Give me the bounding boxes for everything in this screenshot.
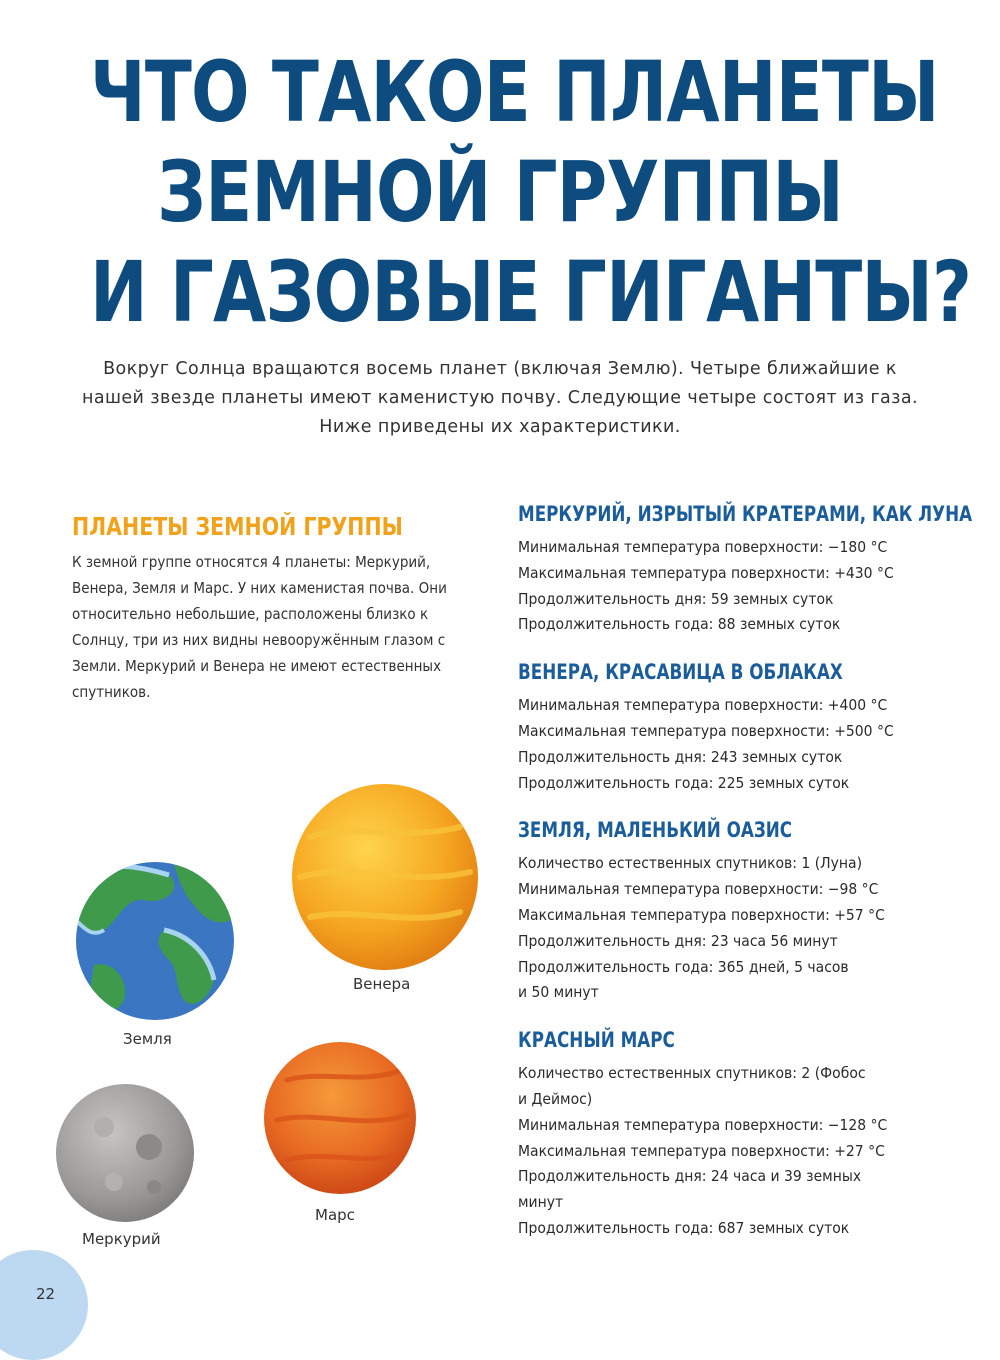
venus-heading: ВЕНЕРА, КРАСАВИЦА В ОБЛАКАХ xyxy=(518,660,843,686)
fact-item: Количество естественных спутников: 2 (Фобос xyxy=(518,1064,866,1083)
mars-illustration xyxy=(262,1040,418,1196)
mercury-block xyxy=(518,502,973,638)
fact-item: Количество естественных спутников: 1 (Луна) xyxy=(518,854,863,873)
page-title xyxy=(90,42,972,342)
mars-heading: КРАСНЫЙ МАРС xyxy=(518,1028,675,1054)
mercury-heading: МЕРКУРИЙ, ИЗРЫТЫЙ КРАТЕРАМИ, КАК ЛУНА xyxy=(518,502,973,527)
fact-item: минут xyxy=(518,1193,564,1212)
fact-item: Минимальная температура поверхности: +400 °C xyxy=(518,696,888,715)
venus-facts xyxy=(518,693,958,796)
title-line-2: ЗЕМНОЙ ГРУППЫ xyxy=(157,143,843,241)
title-line-3: И ГАЗОВЫЕ ГИГАНТЫ? xyxy=(90,243,972,341)
fact-item: Продолжительность года: 365 дней, 5 часов xyxy=(518,957,849,976)
page-number: 22 xyxy=(36,1285,56,1303)
fact-item: Максимальная температура поверхности: +500 °C xyxy=(518,721,894,740)
fact-item: Продолжительность дня: 24 часа и 39 земных xyxy=(518,1167,862,1186)
fact-item: Максимальная температура поверхности: +27 °C xyxy=(518,1141,885,1160)
earth-illustration xyxy=(74,860,236,1022)
fact-item: Продолжительность года: 88 земных суток xyxy=(518,615,841,634)
mars-block xyxy=(518,1028,958,1242)
fact-item: Минимальная температура поверхности: −128 °C xyxy=(518,1115,888,1134)
mercury-illustration xyxy=(54,1082,196,1224)
fact-item: Минимальная температура поверхности: −180 °C xyxy=(518,538,888,556)
venus-illustration xyxy=(290,782,480,972)
intro-paragraph: Вокруг Солнца вращаются восемь планет (включая Землю). Четыре ближайшие к нашей звезде планеты имеют каменистую почву. Следующие четыре состоят из газа. Ниже приведены их характеристики. xyxy=(82,359,918,437)
fact-item: Продолжительность дня: 243 земных суток xyxy=(518,747,843,766)
page-number-tab xyxy=(0,1250,88,1360)
mercury-facts xyxy=(518,535,958,638)
fact-item: и 50 минут xyxy=(518,983,599,1002)
fact-item: и Деймос) xyxy=(518,1089,593,1108)
terrestrial-section xyxy=(72,512,492,705)
fact-item: Максимальная температура поверхности: +430 °C xyxy=(518,563,894,582)
earth-caption: Земля xyxy=(123,1030,172,1048)
venus-caption: Венера xyxy=(353,975,411,993)
terrestrial-heading: ПЛАНЕТЫ ЗЕМНОЙ ГРУППЫ xyxy=(72,512,403,541)
fact-item: Минимальная температура поверхности: −98 °C xyxy=(518,880,879,899)
mars-caption: Марс xyxy=(315,1206,355,1224)
title-line-1: ЧТО ТАКОЕ ПЛАНЕТЫ xyxy=(90,43,939,141)
fact-item: Продолжительность года: 225 земных суток xyxy=(518,773,850,792)
earth-block xyxy=(518,818,958,1006)
mars-facts xyxy=(518,1061,958,1242)
terrestrial-text: К земной группе относятся 4 планеты: Меркурий, Венера, Земля и Марс. У них каменистая почва. Они относительно небольшие, расположены близко к Солнцу, три из них видны невооружённым глазом с Земли. Меркурий и Венера не имеют естественных спутников. xyxy=(72,553,447,701)
earth-facts xyxy=(518,851,958,1006)
earth-heading: ЗЕМЛЯ, МАЛЕНЬКИЙ ОАЗИС xyxy=(518,818,793,844)
mercury-caption: Меркурий xyxy=(82,1230,161,1248)
fact-item: Продолжительность дня: 59 земных суток xyxy=(518,589,834,608)
fact-item: Продолжительность дня: 23 часа 56 минут xyxy=(518,931,838,950)
planet-facts-column xyxy=(518,502,973,1264)
fact-item: Максимальная температура поверхности: +57 °C xyxy=(518,905,885,924)
fact-item: Продолжительность года: 687 земных суток xyxy=(518,1218,850,1237)
venus-block xyxy=(518,660,958,796)
